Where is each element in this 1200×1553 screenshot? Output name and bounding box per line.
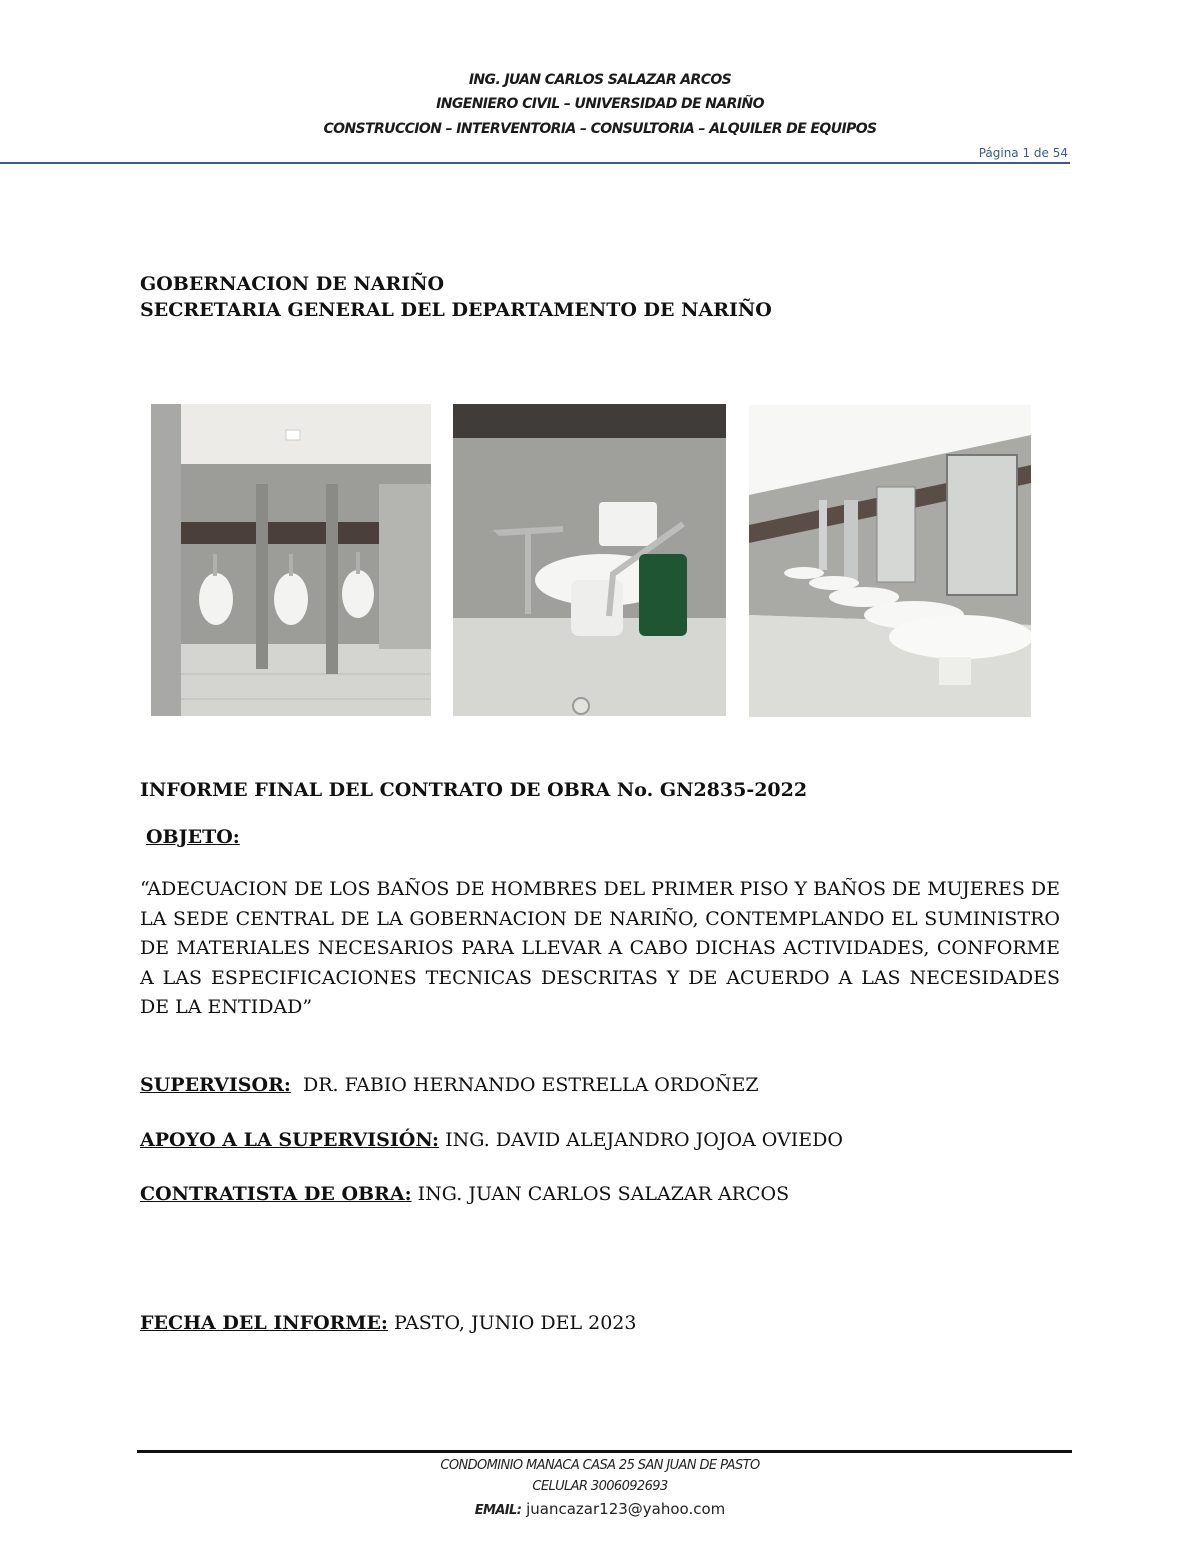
header-profession: INGENIERO CIVIL – UNIVERSIDAD DE NARIÑO (436, 96, 764, 112)
fecha-value: PASTO, JUNIO DEL 2023 (387, 1312, 637, 1334)
footer-address: CONDOMINIO MANACA CASA 25 SAN JUAN DE PASTO (440, 1458, 760, 1473)
objeto-text: “ADECUACION DE LOS BAÑOS DE HOMBRES DEL PRIMER PISO Y BAÑOS DE MUJERES DE LA SEDE CENTRAL DE LA GOBERNACION DE NARIÑO, CONTEMPLANDO EL SUMINISTRO DE MATERIALES NECESARIOS PARA LLEVAR A CABO DICHAS ACTIVIDADES, CONFORME A LAS ESPECIFICACIONES TECNICAS DESCRITAS Y DE ACUERDO A LAS NECESIDADES DE LA ENTIDAD” (140, 878, 1060, 1018)
entity-subtitle: SECRETARIA GENERAL DEL DEPARTAMENTO DE NARIÑO (140, 299, 772, 321)
entity-title: GOBERNACION DE NARIÑO (140, 273, 445, 295)
footer-divider (137, 1450, 1072, 1453)
contratista-field (140, 1183, 789, 1205)
header-name: ING. JUAN CARLOS SALAZAR ARCOS (468, 72, 732, 88)
fecha-field (140, 1312, 636, 1334)
header-services: CONSTRUCCION – INTERVENTORIA – CONSULTORIA – ALQUILER DE EQUIPOS (323, 121, 877, 137)
contratista-value: ING. JUAN CARLOS SALAZAR ARCOS (411, 1183, 790, 1205)
objeto-label: OBJETO: (146, 826, 240, 848)
supervisor-value: DR. FABIO HERNANDO ESTRELLA ORDOÑEZ (290, 1074, 759, 1096)
sinks-photo (749, 405, 1031, 717)
footer-phone: CELULAR 3006092693 (532, 1479, 668, 1494)
page-number: Página 1 de 54 (978, 146, 1068, 160)
email-value: juancazar123@yahoo.com (521, 1500, 726, 1518)
urinals-photo (151, 404, 431, 716)
supervisor-field (140, 1074, 759, 1096)
header-divider (0, 162, 1070, 164)
apoyo-field (140, 1129, 843, 1151)
contratista-label: CONTRATISTA DE OBRA: (140, 1183, 412, 1205)
accessible-toilet-photo (453, 404, 726, 716)
apoyo-value: ING. DAVID ALEJANDRO JOJOA OVIEDO (439, 1129, 843, 1151)
footer-email (0, 1500, 1200, 1518)
report-title: INFORME FINAL DEL CONTRATO DE OBRA No. GN2835-2022 (140, 779, 808, 801)
apoyo-label: APOYO A LA SUPERVISIÓN: (140, 1129, 440, 1151)
fecha-label: FECHA DEL INFORME: (140, 1312, 388, 1334)
email-label: EMAIL: (474, 1503, 522, 1518)
supervisor-label: SUPERVISOR: (140, 1074, 291, 1096)
